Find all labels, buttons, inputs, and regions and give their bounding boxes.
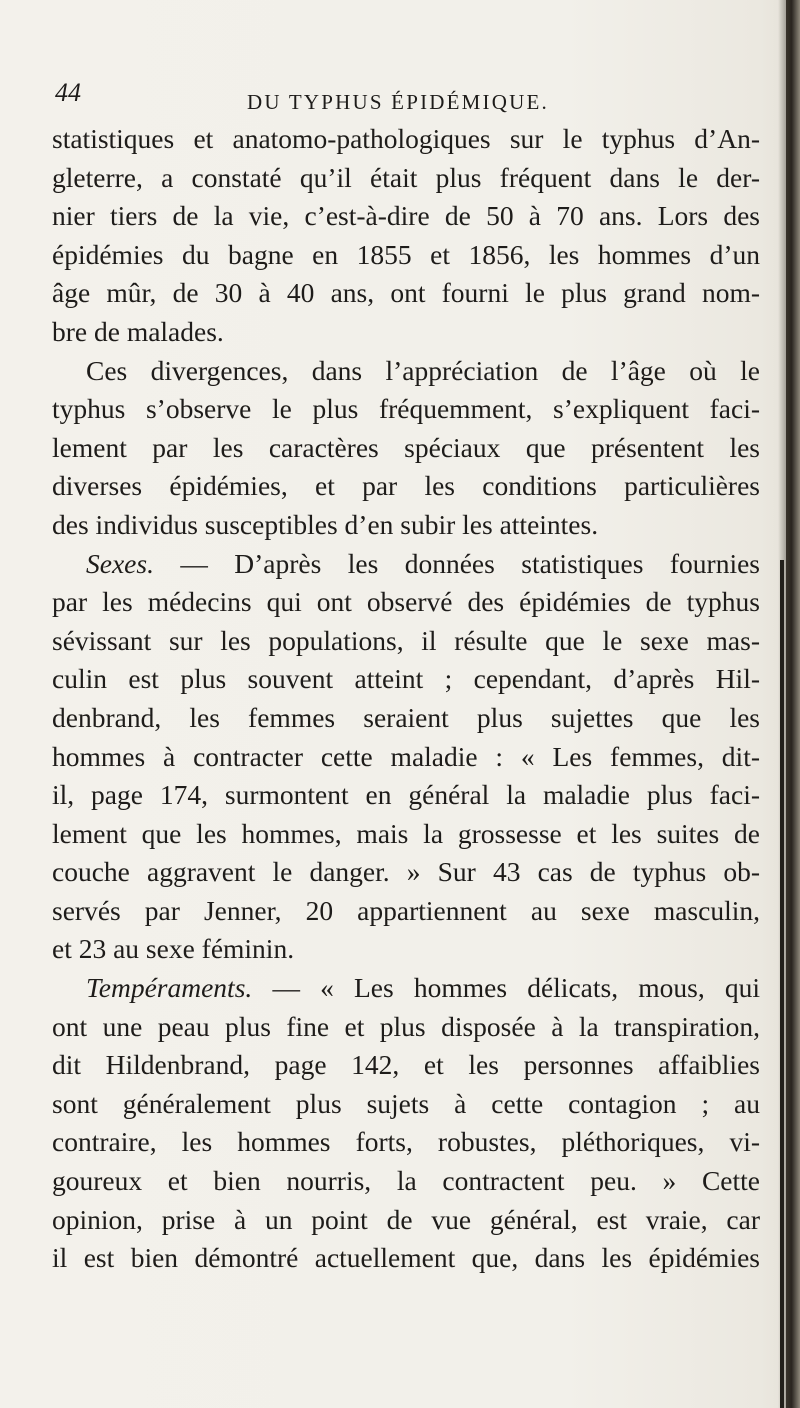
text-line: épidémies du bagne en 1855 et 1856, les hommes d’un (52, 238, 760, 270)
text-line: denbrand, les femmes seraient plus sujettes que les (52, 701, 760, 733)
paragraph (52, 352, 760, 545)
text-line: statistiques et anatomo-pathologiques sur le typhus d’An- (52, 123, 760, 154)
section-heading-sexes: Sexes. (86, 547, 154, 579)
paragraph (52, 120, 760, 352)
text-line: sévissant sur les populations, il résulte que le sexe mas- (52, 624, 760, 656)
text-line (52, 545, 760, 584)
page-number: 44 (55, 78, 81, 107)
text-line: dit Hildenbrand, page 142, et les personnes affaiblies (52, 1049, 760, 1081)
text-line: bre de malades. (52, 315, 224, 347)
heading-line-rest: — « Les hommes délicats, mous, qui (252, 972, 760, 1004)
text-line: et 23 au sexe féminin. (52, 933, 295, 965)
text-line: nier tiers de la vie, c’est-à-dire de 50 à 70 ans. Lors des (52, 200, 760, 232)
paragraph (52, 969, 760, 1278)
text-line: contraire, les hommes forts, robustes, pléthoriques, vi- (52, 1126, 760, 1158)
text-line: âge mûr, de 30 à 40 ans, ont fourni le plus grand nom- (52, 277, 760, 309)
text-line (52, 969, 760, 1008)
body-text (52, 120, 760, 1278)
text-line: ont une peau plus fine et plus disposée à la transpiration, (52, 1010, 760, 1042)
page-header (48, 78, 748, 114)
running-head: DU TYPHUS ÉPIDÉMIQUE. (247, 90, 549, 114)
heading-line-rest: — D’après les données statistiques fournies (153, 547, 760, 579)
text-line: lement par les caractères spéciaux que présentent les (52, 431, 760, 463)
text-line: Ces divergences, dans l’appréciation de l’âge où le (86, 354, 760, 386)
text-line: diverses épidémies, et par les conditions particulières (52, 470, 760, 502)
paragraph (52, 545, 760, 970)
text-line: goureux et bien nourris, la contractent peu. » Cette (52, 1165, 760, 1197)
text-line: gleterre, a constaté qu’il était plus fréquent dans le der- (52, 161, 760, 193)
text-line: il est bien démontré actuellement que, dans les épidémies (52, 1242, 760, 1274)
section-heading-temperaments: Tempéraments. (86, 972, 253, 1004)
page-edge (786, 0, 800, 1408)
text-line: servés par Jenner, 20 appartiennent au sexe masculin, (52, 894, 760, 926)
text-line: des individus susceptibles d’en subir les atteintes. (52, 508, 599, 540)
text-line: il, page 174, surmontent en général la maladie plus faci- (52, 779, 760, 811)
text-line: culin est plus souvent atteint ; cependant, d’après Hil- (52, 663, 760, 695)
text-line: opinion, prise à un point de vue général, est vraie, car (52, 1203, 760, 1235)
page-edge-inner (780, 560, 784, 1408)
text-line: hommes à contracter cette maladie : « Les femmes, dit- (52, 740, 760, 772)
text-line: lement que les hommes, mais la grossesse et les suites de (52, 817, 760, 849)
text-line: couche aggravent le danger. » Sur 43 cas de typhus ob- (52, 856, 760, 888)
text-line: sont généralement plus sujets à cette contagion ; au (52, 1087, 760, 1119)
text-line: par les médecins qui ont observé des épidémies de typhus (52, 586, 760, 618)
text-line: typhus s’observe le plus fréquemment, s’expliquent faci- (52, 393, 760, 425)
